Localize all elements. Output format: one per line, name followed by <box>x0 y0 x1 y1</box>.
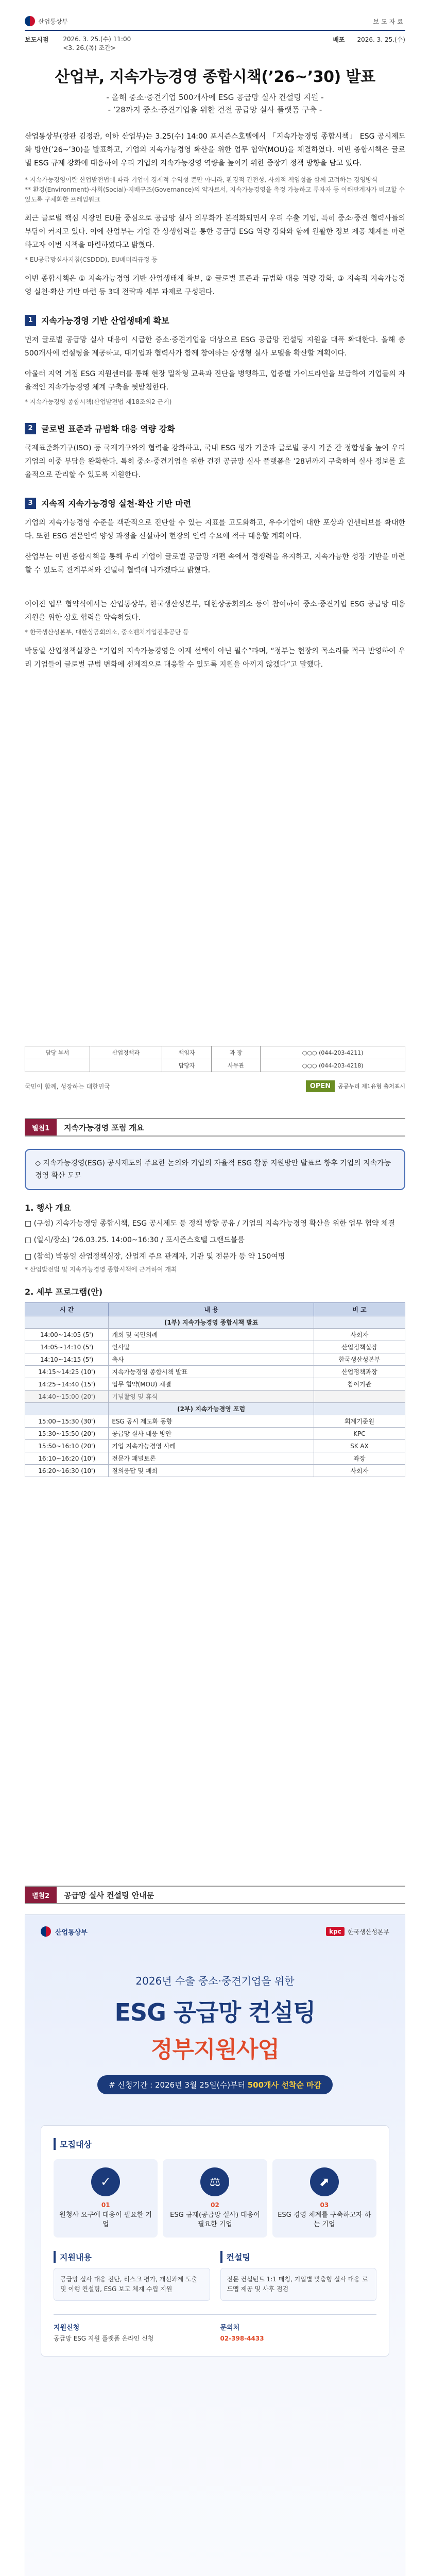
release-info <box>25 35 405 53</box>
section-title: 지속적 지속가능경영 실천·확산 기반 마련 <box>41 499 192 509</box>
release-time <box>25 35 131 53</box>
consulting-text: 전문 컨설턴트 1:1 매칭, 기업별 맞춤형 실사 대응 로드맵 제공 및 사후 점검 <box>220 2268 377 2301</box>
period-highlight: 500개사 선착순 마감 <box>247 2080 321 2090</box>
session-row <box>25 1316 405 1329</box>
column-header: 시 간 <box>25 1303 109 1316</box>
poster-contacts <box>54 2314 376 2344</box>
table-row <box>25 1465 405 1477</box>
org-left-name: 산업통상부 <box>55 1928 88 1937</box>
table-cell: 기념촬영 및 휴식 <box>109 1391 314 1403</box>
application-period-banner <box>97 2075 333 2094</box>
lead-note: ** 환경(Environment)·사회(Social)·지배구조(Governance)의 약자로서, 지속가능경영을 측정 가능하고 투자자 등 이해관계자가 비교할 수 있도록 구체화한 프레임워크 <box>25 186 405 203</box>
section-title: 글로벌 표준과 규범화 대응 역량 강화 <box>41 424 175 434</box>
target-card <box>272 2159 376 2238</box>
table-cell: ○○○ (044-203-4218) <box>261 1059 405 1072</box>
mou-note: * 한국생산성본부, 대한상공회의소, 중소벤처기업진흥공단 등 <box>25 629 189 636</box>
table-cell: 산업정책과장 <box>314 1366 405 1378</box>
kpc-logo <box>326 1927 389 1936</box>
table-cell: 14:10~14:15 (5') <box>25 1353 109 1366</box>
target-list <box>54 2159 376 2238</box>
table-cell: 개회 및 국민의례 <box>109 1329 314 1341</box>
table-cell: 공급망 실사 대응 방안 <box>109 1428 314 1440</box>
overview-item: □ (일시/장소) ’26.03.25. 14:00~16:30 / 포시즌스호텔 그랜드볼룸 <box>25 1236 245 1244</box>
table-cell: 지속가능경영 종합시책 발표 <box>109 1366 314 1378</box>
release-line-2: <3. 26.(목) 조간> <box>63 44 116 52</box>
table-cell: ○○○ (044-203-4211) <box>261 1046 405 1059</box>
table-cell: 기업 지속가능경영 사례 <box>109 1440 314 1452</box>
intro-note: * EU공급망실사지침(CSDDD), EU배터리규정 등 <box>25 256 158 263</box>
org-right-name: 한국생산성본부 <box>347 1928 389 1936</box>
ministry-logo <box>41 1926 88 1937</box>
table-cell: ESG 공시 제도화 동향 <box>109 1415 314 1428</box>
table-cell: 15:50~16:10 (20') <box>25 1440 109 1452</box>
release-line-1: 2026. 3. 25.(수) 11:00 <box>63 36 131 43</box>
poster-title: ESG 공급망 컨설팅 <box>114 1998 316 2026</box>
overview-item: □ (구성) 지속가능경영 종합시책, ESG 공시제도 등 정책 방향 공유 / 기업의 지속가능경영 확산을 위한 업무 협약 체결 <box>25 1219 395 1228</box>
target-number: 01 <box>101 2201 110 2209</box>
attachment-title: 공급망 실사 컨설팅 안내문 <box>64 1890 154 1900</box>
page-title: 산업부, 지속가능경영 종합시책(’26~’30) 발표 <box>55 68 375 86</box>
section-paragraph: 먼저 글로벌 공급망 실사 대응이 시급한 중소·중견기업을 대상으로 ESG 공급망 컨설팅 지원을 대폭 확대한다. 올해 총 500개사에 컨설팅을 제공하고, 대기업과 협력사가 함께 참여하는 상생형 실사 모델을 확산할 계획이다. <box>25 336 405 358</box>
scale-icon: ⚖ <box>200 2167 229 2196</box>
table-cell: 참여기관 <box>314 1378 405 1391</box>
open-license-text: 공공누리 제1유형 출처표시 <box>338 1082 405 1090</box>
table-cell <box>314 1316 405 1329</box>
doc-type-label: 보도자료 <box>373 18 405 25</box>
header-bar <box>25 15 405 27</box>
kpc-logo-icon: kpc <box>326 1927 345 1936</box>
section-paragraph: 국제표준화기구(ISO) 등 국제기구와의 협력을 강화하고, 국내 ESG 평가 기준과 글로벌 공시 기준 간 정합성을 높여 우리 기업의 이중 부담을 완화한다. 특히 중소·중견기업을 위한 건전 공급망 실사 플랫폼을 ’28년까지 구축하여 실사 정보를 효율적으로 관리할 수 있도록 지원한다. <box>25 444 405 479</box>
column-header: 내 용 <box>109 1303 314 1316</box>
intro-paragraph: 최근 글로벌 핵심 시장인 EU를 중심으로 공급망 실사 의무화가 본격화되면서 우리 수출 기업, 특히 중소·중견 협력사들의 부담이 커지고 있다. 이에 산업부는 기업 간 상생협력을 통한 공급망 ESG 역량 강화와 함께 원활한 정보 제공 체계를 마련하고자 이번 시책을 마련하였다고 밝혔다. <box>25 214 405 249</box>
open-license-icon: OPEN <box>306 1080 335 1092</box>
table-row <box>25 1046 405 1059</box>
table-cell: 14:15~14:25 (10') <box>25 1366 109 1378</box>
target-card <box>54 2159 158 2238</box>
table-cell: 사무관 <box>211 1059 261 1072</box>
attachment-tag: 별첨2 <box>25 1887 57 1903</box>
release-label: 보도시점 <box>25 36 49 43</box>
kogl-badge <box>306 1080 405 1092</box>
slogan: 국민이 함께, 성장하는 대한민국 <box>25 1083 110 1090</box>
table-row <box>25 1366 405 1378</box>
section-paragraph: 기업의 지속가능경영 수준을 객관적으로 진단할 수 있는 지표를 고도화하고, 우수기업에 대한 포상과 인센티브를 확대한다. 또한 ESG 전문인력 양성 과정을 신설하여 현장의 인력 수요에 적극 대응할 계획이다. <box>25 519 405 540</box>
contact-table <box>25 1046 405 1072</box>
poster-lead: 2026년 수출 중소·중견기업을 위한 <box>135 1975 295 1987</box>
program-table <box>25 1302 405 1477</box>
table-cell: 16:10~16:20 (10') <box>25 1452 109 1465</box>
inquiry-label: 문의처 <box>220 2324 240 2332</box>
table-cell: 책임자 <box>162 1046 212 1059</box>
distribution-date: 2026. 3. 25.(수) <box>357 36 405 43</box>
period-text: # 신청기간 : 2026년 3월 25일(수)부터 <box>109 2080 245 2090</box>
attachment-tag: 별첨1 <box>25 1119 57 1136</box>
consulting-poster <box>25 1914 405 2576</box>
target-heading: 모집대상 <box>54 2138 376 2150</box>
support-text: 공급망 실사 대응 진단, 리스크 평가, 개선과제 도출 및 이행 컨설팅, ESG 보고 체계 수립 지원 <box>54 2268 210 2301</box>
table-cell: 사회자 <box>314 1329 405 1341</box>
table-cell: 14:00~14:05 (5') <box>25 1329 109 1341</box>
lead-paragraph: 산업통상부(장관 김정관, 이하 산업부)는 3.25(수) 14:00 포시즌스호텔에서 「지속가능경영 종합시책」 ESG 공시제도화 방안(’26~’30)을 발표하고, 기업의 지속가능경영 확산을 위한 업무 협약(MOU)을 체결하였다. 이번 종합시책은 글로벌 ESG 규제 강화에 대응하여 우리 기업의 지속가능경영 역량을 높이기 위한 중장기 정책 방향을 담고 있다. <box>25 132 405 167</box>
program-rows <box>25 1316 405 1477</box>
check-icon: ✓ <box>91 2167 120 2196</box>
closing-paragraph: 박동일 산업정책실장은 “기업의 지속가능경영은 이제 선택이 아닌 필수”라며, “정부는 현장의 목소리를 적극 반영하여 우리 기업들이 글로벌 규범 변화에 선제적으로 대응할 수 있도록 지원을 아끼지 않겠다”고 말했다. <box>25 647 405 669</box>
target-text: ESG 규제(공급망 실사) 대응이 필요한 기업 <box>170 2211 260 2228</box>
section-heading: 1. 행사 개요 <box>25 1203 72 1213</box>
target-text: 원청사 요구에 대응이 필요한 기업 <box>59 2211 152 2228</box>
table-cell: 담당 부서 <box>25 1046 90 1059</box>
table-row <box>25 1428 405 1440</box>
distribution-label: 배포 <box>333 36 345 43</box>
table-cell: KPC <box>314 1428 405 1440</box>
inquiry-info <box>220 2323 377 2344</box>
title-block <box>25 64 405 115</box>
target-number: 03 <box>320 2201 329 2209</box>
table-cell: 축사 <box>109 1353 314 1366</box>
distribution-info <box>333 35 405 53</box>
attachment-title: 지속가능경영 포럼 개요 <box>64 1123 144 1132</box>
table-cell <box>25 1059 90 1072</box>
lead-note: * 지속가능경영이란 산업발전법에 따라 기업이 경제적 수익성 뿐만 아니라, 환경적 건전성, 사회적 책임성을 함께 고려하는 경영방식 <box>25 176 378 183</box>
poster-body <box>41 2125 389 2357</box>
table-cell: 16:20~16:30 (10') <box>25 1465 109 1477</box>
government-emblem-icon <box>25 16 35 26</box>
overview-item: □ (참석) 박동일 산업정책실장, 산업계 주요 관계자, 기관 및 전문가 등 약 150여명 <box>25 1252 285 1261</box>
lead-notes <box>25 175 405 205</box>
consulting-content <box>220 2251 377 2301</box>
government-emblem-icon <box>41 1926 51 1937</box>
section-number: 3 <box>25 498 36 509</box>
section-heading: 2. 세부 프로그램(안) <box>25 1287 103 1297</box>
table-row <box>25 1341 405 1353</box>
section-title: 지속가능경영 기반 산업생태계 확보 <box>41 316 169 326</box>
footer-logos <box>25 1080 405 1092</box>
poster-heading <box>25 1973 405 2094</box>
table-cell: 14:40~15:00 (20') <box>25 1391 109 1403</box>
table-cell: 15:30~15:50 (20') <box>25 1428 109 1440</box>
table-row <box>25 1059 405 1072</box>
target-text: ESG 경영 체계를 구축하고자 하는 기업 <box>278 2211 371 2228</box>
table-cell: 산업정책실장 <box>314 1341 405 1353</box>
table-cell: 사회자 <box>314 1465 405 1477</box>
mou-paragraph: 이어진 업무 협약식에서는 산업통상부, 한국생산성본부, 대한상공회의소 등이 참여하여 중소·중견기업 ESG 공급망 대응 지원을 위한 상호 협력을 약속하였다. <box>25 600 405 622</box>
table-row <box>25 1440 405 1452</box>
poster-logos <box>25 1915 405 1937</box>
table-cell <box>25 1316 109 1329</box>
session-row <box>25 1403 405 1415</box>
apply-text: 공급망 ESG 지원 플랫폼 온라인 신청 <box>54 2335 154 2342</box>
table-cell <box>25 1403 109 1415</box>
apply-info <box>54 2323 210 2344</box>
section-number: 1 <box>25 315 36 326</box>
table-cell: 14:05~14:10 (5') <box>25 1341 109 1353</box>
table-row <box>25 1378 405 1391</box>
subtitle-line-1: - 올해 중소·중견기업 500개사에 ESG 공급망 실사 컨설팅 지원 - <box>106 93 324 102</box>
section-note: * 지속가능경영 종합시책(산업발전법 제18조의2 근거) <box>25 398 172 405</box>
apply-label: 지원신청 <box>54 2324 80 2332</box>
press-release-page <box>0 0 430 1103</box>
table-cell: 업무 협약(MOU) 체결 <box>109 1378 314 1391</box>
table-cell: 15:00~15:30 (30') <box>25 1415 109 1428</box>
column-header: 비 고 <box>314 1303 405 1316</box>
table-cell <box>90 1059 162 1072</box>
table-row <box>25 1329 405 1341</box>
table-cell: 담당자 <box>162 1059 212 1072</box>
attachment-header <box>25 1118 405 1137</box>
support-content <box>54 2251 210 2301</box>
support-heading: 지원내용 <box>54 2251 210 2263</box>
table-header-row <box>25 1303 405 1316</box>
table-row <box>25 1415 405 1428</box>
table-cell: (1부) 지속가능경영 종합시책 발표 <box>109 1316 314 1329</box>
table-cell: 회계기준원 <box>314 1415 405 1428</box>
target-number: 02 <box>211 2201 219 2209</box>
table-row <box>25 1452 405 1465</box>
section-heading <box>25 314 405 326</box>
table-cell: 전문가 패널토론 <box>109 1452 314 1465</box>
header-divider <box>25 30 405 31</box>
table-cell: 질의응답 및 폐회 <box>109 1465 314 1477</box>
growth-arrow-icon: ⬈ <box>310 2167 339 2196</box>
support-details <box>54 2251 376 2301</box>
table-cell: (2부) 지속가능경영 포럼 <box>109 1403 314 1415</box>
attachment-1-page <box>0 1103 430 1870</box>
summary-paragraph: 이번 종합시책은 ① 지속가능경영 기반 산업생태계 확보, ② 글로벌 표준과 규범화 대응 역량 강화, ③ 지속적 지속가능경영 실천·확산 기반 마련 등 3대 전략과 세부 과제로 구성된다. <box>25 275 405 296</box>
overview-note: * 산업발전법 및 지속가능경영 종합시책에 근거하여 개최 <box>25 1266 177 1273</box>
consulting-heading: 컨설팅 <box>220 2251 377 2263</box>
section-number: 2 <box>25 423 36 434</box>
table-cell: 산업정책과 <box>90 1046 162 1059</box>
inquiry-phone: 02-398-4433 <box>220 2335 264 2342</box>
section-heading <box>25 422 405 434</box>
summary-callout: ◇ 지속가능경영(ESG) 공시제도의 주요한 논의와 기업의 자율적 ESG 활동 지원방안 발표로 향후 기업의 지속가능경영 확산 도모 <box>25 1149 405 1190</box>
table-cell <box>314 1391 405 1403</box>
section-paragraph: 아울러 지역 거점 ESG 지원센터를 통해 현장 밀착형 교육과 진단을 병행하고, 업종별 가이드라인을 보급하여 기업들의 자율적인 지속가능경영 체계 구축을 뒷받침한다. <box>25 370 405 392</box>
table-cell <box>314 1403 405 1415</box>
table-cell: 한국생산성본부 <box>314 1353 405 1366</box>
section-heading <box>25 497 405 509</box>
table-row <box>25 1391 405 1403</box>
subtitle-line-2: - ’28까지 중소·중견기업을 위한 건전 공급망 실사 플랫폼 구축 - <box>108 105 322 114</box>
target-card <box>163 2159 267 2238</box>
attachment-2-page <box>0 1870 430 2576</box>
table-cell: SK AX <box>314 1440 405 1452</box>
attachment-header <box>25 1886 405 1904</box>
table-cell: 14:25~14:40 (15') <box>25 1378 109 1391</box>
section-paragraph: 산업부는 이번 종합시책을 통해 우리 기업이 글로벌 공급망 재편 속에서 경쟁력을 유지하고, 지속가능한 성장 기반을 마련할 수 있도록 관계부처와 긴밀히 협력해 나가겠다고 밝혔다. <box>25 553 405 574</box>
table-row <box>25 1353 405 1366</box>
ministry-logo <box>25 16 68 26</box>
poster-subtitle: 정부지원사업 <box>150 2037 280 2063</box>
ministry-name: 산업통상부 <box>38 18 68 25</box>
table-cell: 과 장 <box>211 1046 261 1059</box>
page-footer <box>25 1041 405 1092</box>
table-cell: 좌장 <box>314 1452 405 1465</box>
table-cell: 인사말 <box>109 1341 314 1353</box>
